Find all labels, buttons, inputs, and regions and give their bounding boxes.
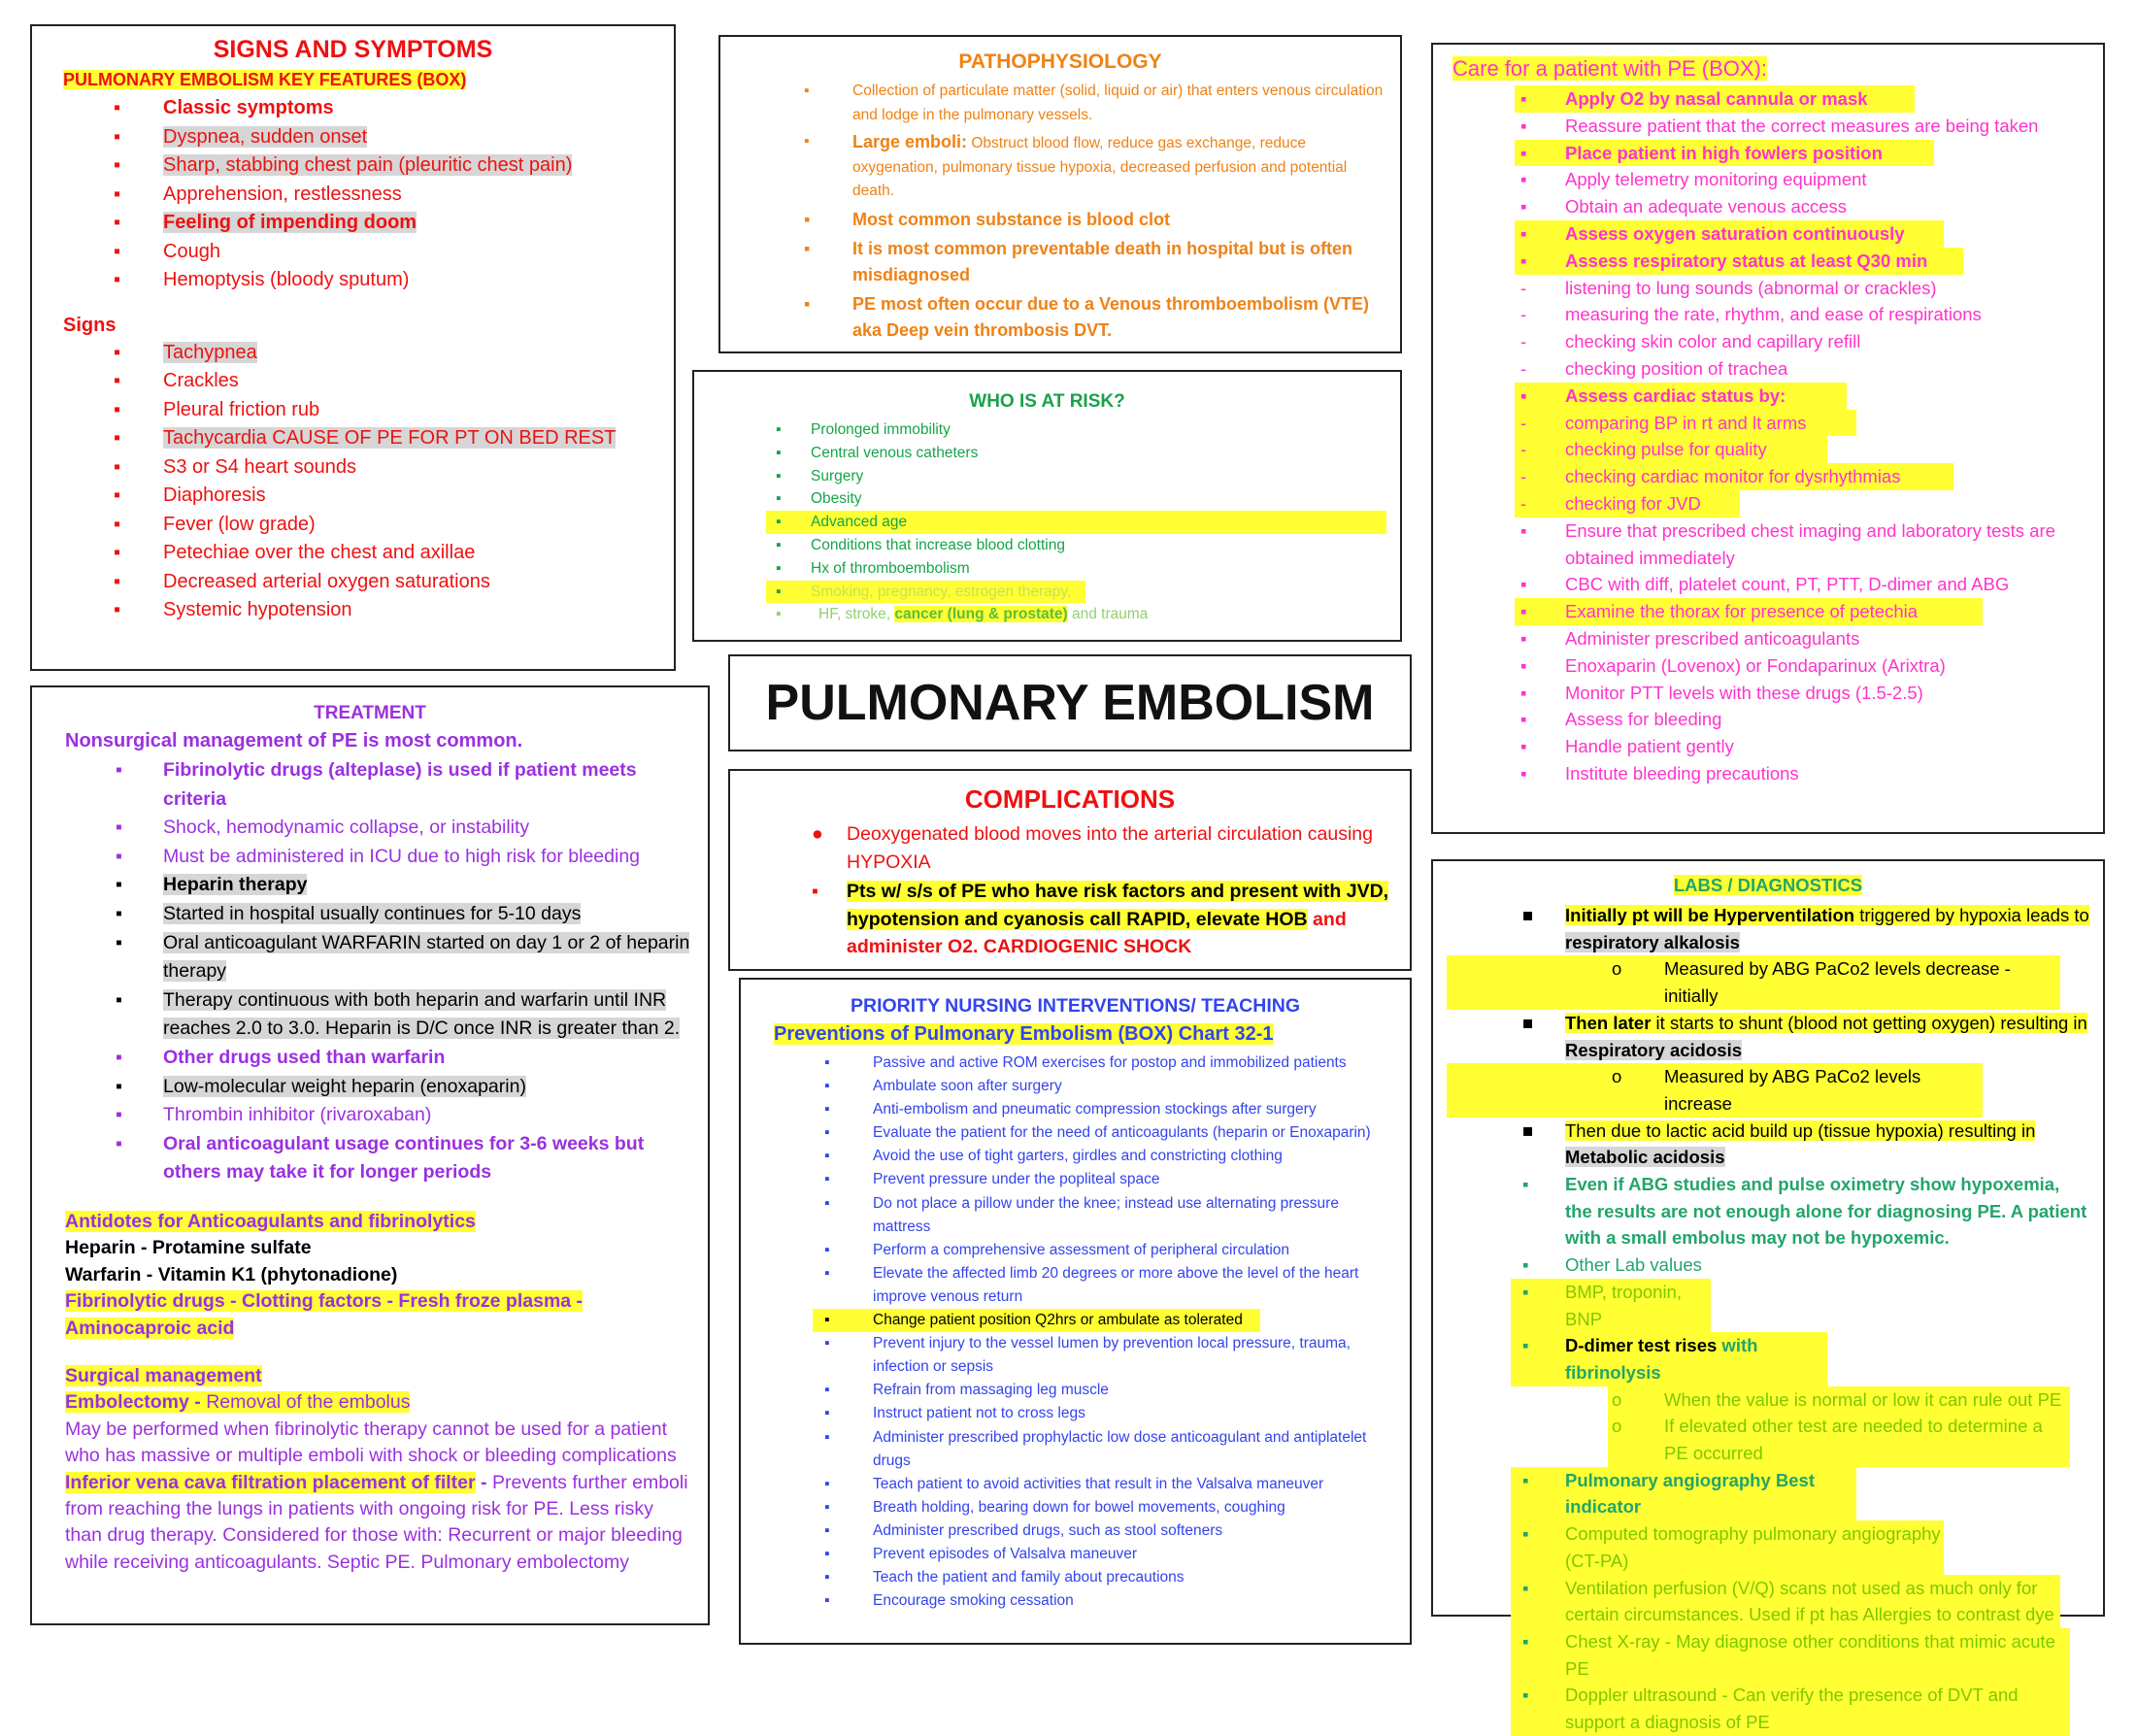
list-item: ▪ Administer prescribed prophylactic low dose anticoagulant and antiplatelet drugs <box>824 1428 1367 1469</box>
priority-list <box>754 1052 1396 1613</box>
list-item: ▪ Refrain from massaging leg muscle <box>824 1382 1109 1399</box>
priority-title: PRIORITY NURSING INTERVENTIONS/ TEACHING <box>851 995 1300 1017</box>
list-item: ▪ Do not place a pillow under the knee; instead use alternating pressure mattress <box>824 1194 1339 1235</box>
embolectomy-label: Embolectomy - <box>65 1391 207 1414</box>
list-item: ▪ Smoking, pregnancy, estrogen therapy, <box>766 581 1085 604</box>
list-item: o When the value is normal or low it can rule out PE <box>1608 1386 2070 1414</box>
list-item: ▪ Pleural friction rub <box>114 398 320 420</box>
care-list <box>1447 85 2089 787</box>
list-item: ▪ Assess respiratory status at least Q30 min <box>1515 248 1963 275</box>
list-item: ▪ D-dimer test rises with fibrinolysis <box>1511 1332 1827 1385</box>
list-item: ▪ Breath holding, bearing down for bowel movements, coughing <box>824 1498 1285 1516</box>
surgical-title: Surgical management <box>65 1364 262 1386</box>
antidote-fibrinolytic: Fibrinolytic drugs - Clotting factors - Fresh froze plasma - Aminocaproic acid <box>65 1290 584 1339</box>
list-item: ▪ Thrombin inhibitor (rivaroxaban) <box>116 1104 432 1126</box>
signs-list <box>46 339 660 625</box>
list-item: ▪ Reassure patient that the correct measures are being taken <box>1520 115 2039 136</box>
embolectomy-text: Removal of the embolus <box>206 1391 411 1414</box>
signs-title: SIGNS AND SYMPTOMS <box>213 36 493 63</box>
list-item: ▪ It is most common preventable death in hospital but is often misdiagnosed <box>804 238 1353 284</box>
list-item: ■ Then later it starts to shunt (blood not getting oxygen) resulting in Respiratory acidosis <box>1522 1012 2087 1060</box>
antidotes-title: Antidotes for Anticoagulants and fibrinolytics <box>65 1210 476 1232</box>
list-item: ▪ Examine the thorax for presence of petechia <box>1515 598 1983 625</box>
signs-heading: Signs <box>63 314 117 336</box>
list-item: ▪ Avoid the use of tight garters, girdles and constricting clothing <box>824 1148 1283 1165</box>
list-item: - checking skin color and capillary refill <box>1520 331 1861 352</box>
list-item: ▪ Obesity <box>776 490 862 508</box>
list-item: ▪ Must be administered in ICU due to high risk for bleeding <box>116 845 641 867</box>
risk-box <box>692 370 1402 642</box>
complications-title: COMPLICATIONS <box>964 785 1176 814</box>
list-item: ▪ Even if ABG studies and pulse oximetry show hypoxemia, the results are not enough alone for diagnosing PE. A patient with a small embolus may not be hypoxemic. <box>1522 1174 2087 1249</box>
list-item: - checking cardiac monitor for dysrhythmias <box>1515 463 1953 490</box>
list-item: ▪ Assess cardiac status by: <box>1515 383 1847 410</box>
pathophysiology-box <box>718 35 1402 353</box>
priority-heading: Preventions of Pulmonary Embolism (BOX) Chart 32-1 <box>774 1023 1274 1045</box>
care-title: Care for a patient with PE (BOX): <box>1452 56 1768 81</box>
treatment-title: TREATMENT <box>314 703 426 723</box>
symptoms-list <box>46 94 660 295</box>
list-item: ▪ Assess oxygen saturation continuously <box>1515 220 1944 248</box>
list-item: ▪ Place patient in high fowlers position <box>1515 140 1934 167</box>
list-item: ▪ Collection of particulate matter (solid, liquid or air) that enters venous circulation and lodge in the pulmonary vessels. <box>804 83 1384 123</box>
list-item: ▪ Pts w/ s/s of PE who have risk factors and present with JVD, hypotension and cyanosis call RAPID, elevate HOB and administer O2. CARDIOGENIC SHOCK <box>812 881 1389 957</box>
list-item: ▪ Teach patient to avoid activities that result in the Valsalva maneuver <box>824 1475 1324 1492</box>
list-item: ■ Initially pt will be Hyperventilation triggered by hypoxia leads to respiratory alkalosis <box>1522 905 2089 952</box>
list-item: ▪ Ensure that prescribed chest imaging and laboratory tests are obtained immediately <box>1520 519 2055 568</box>
list-item: ▪ Teach the patient and family about precautions <box>824 1569 1185 1586</box>
list-item: ▪ Assess for bleeding <box>1520 709 1722 730</box>
list-item: ▪ Anti-embolism and pneumatic compression stockings after surgery <box>824 1101 1317 1118</box>
list-item: ▪ Classic symptoms <box>114 97 334 118</box>
list-item: ▪ Diaphoresis <box>114 484 266 506</box>
list-item: o Measured by ABG PaCo2 levels decrease - initially <box>1447 955 2060 1009</box>
ivc-label: Inferior vena cava filtration placement of filter <box>65 1471 476 1493</box>
labs-list <box>1447 902 2089 1736</box>
list-item: ▪ Decreased arterial oxygen saturations <box>114 570 490 592</box>
list-item: ▪ Petechiae over the chest and axillae <box>114 542 476 563</box>
main-title-box <box>728 654 1412 751</box>
ivc-text: Prevents further emboli from reaching the lungs in patients with ongoing risk for PE. Less risky than drug therapy. Considered for those with: Recurrent or major bleeding while receiving anticoagulants. Septic PE. Pulmonary embolectomy <box>65 1471 688 1573</box>
list-item: ▪ Central venous catheters <box>776 444 979 461</box>
list-item: ▪ Therapy continuous with both heparin and warfarin until INR reaches 2.0 to 3.0. Heparin is D/C once INR is greater than 2. <box>116 988 681 1040</box>
list-item: ▪ Elevate the affected limb 20 degrees or more above the level of the heart improve venous return <box>824 1264 1359 1305</box>
list-item: ▪ Apprehension, restlessness <box>114 183 402 205</box>
care-box <box>1431 43 2105 834</box>
list-item: ▪ Large emboli: Obstruct blood flow, reduce gas exchange, reduce oxygenation, pulmonary tissue hypoxia, decreased perfusion and potential death. <box>804 132 1348 199</box>
list-item: ▪ Systemic hypotension <box>114 599 352 620</box>
list-item: ▪ CBC with diff, platelet count, PT, PTT, D-dimer and ABG <box>1520 574 2010 595</box>
list-item: ▪ Hemoptysis (bloody sputum) <box>114 269 410 290</box>
list-item: ▪ Apply telemetry monitoring equipment <box>1520 169 1867 190</box>
list-item: ▪ Evaluate the patient for the need of anticoagulants (heparin or Enoxaparin) <box>824 1124 1371 1142</box>
list-item: ▪ Other Lab values <box>1522 1254 1702 1276</box>
treatment-list <box>46 756 694 1187</box>
list-item: ▪ Started in hospital usually continues for 5-10 days <box>116 902 582 924</box>
list-item: ● Deoxygenated blood moves into the arterial circulation causing HYPOXIA <box>812 823 1373 873</box>
labs-box <box>1431 859 2105 1733</box>
list-item: ▪ Prevent injury to the vessel lumen by prevention local pressure, trauma, infection or sepsis <box>824 1335 1351 1376</box>
list-item: ▪ Oral anticoagulant usage continues for 3-6 weeks but others may take it for longer periods <box>116 1132 645 1184</box>
list-item: ▪ Computed tomography pulmonary angiography (CT-PA) <box>1511 1520 1944 1574</box>
labs-title: LABS / DIAGNOSTICS <box>1673 875 1863 895</box>
list-item: - checking pulse for quality <box>1515 436 1827 463</box>
risk-title: WHO IS AT RISK? <box>969 391 1125 412</box>
antidote-heparin: Heparin - Protamine sulfate <box>65 1237 312 1259</box>
list-item: - checking for JVD <box>1515 490 1740 517</box>
list-item: ▪ Encourage smoking cessation <box>824 1592 1074 1610</box>
list-item: ■ Then due to lactic acid build up (tissue hypoxia) resulting in Metabolic acidosis <box>1522 1119 2036 1168</box>
list-item: ▪ Cough <box>114 240 220 262</box>
list-item: ▪ Conditions that increase blood clotting <box>776 536 1065 553</box>
list-item: ▪ Shock, hemodynamic collapse, or instability <box>116 817 530 839</box>
list-item: ▪ Apply O2 by nasal cannula or mask <box>1515 85 1915 113</box>
list-item: ▪ S3 or S4 heart sounds <box>114 455 357 478</box>
patho-list <box>734 80 1386 344</box>
list-item: ▪ Surgery <box>776 467 864 484</box>
list-item: ▪ Enoxaparin (Lovenox) or Fondaparinux (Arixtra) <box>1520 654 1946 676</box>
priority-box <box>739 978 1412 1645</box>
list-item: ▪ BMP, troponin, BNP <box>1511 1279 1711 1332</box>
list-item: ▪ Fever (low grade) <box>114 513 316 535</box>
list-item: ▪ Heparin therapy <box>116 874 308 896</box>
list-item: ▪ Doppler ultrasound - Can verify the presence of DVT and support a diagnosis of PE <box>1511 1682 2070 1735</box>
list-item: ▪ Sharp, stabbing chest pain (pleuritic chest pain) <box>114 154 573 176</box>
list-item: ▪ Most common substance is blood clot <box>804 209 1171 229</box>
treatment-box: TREATMENT Nonsurgical management of PE is most common. ▪ Fibrinolytic drugs (alteplase) is used if patient meets criteria ▪ Shock, hemodynamic collapse, or instability ▪ Must be administered in ICU due to high risk for bleeding ▪ Heparin therapy ▪ Started in hospital usually continues for 5-10 days ▪ Oral anticoagulant WARFARIN started on day 1 or 2 of heparin therapy ▪ Therapy continuous with both heparin and warfarin until INR reaches 2.0 to 3.0. Heparin is D/C once INR is greater than 2. ▪ Other drugs used than warfarin ▪ Low-molecular weight heparin (enoxaparin) ▪ Thrombin inhibitor (rivaroxaban) ▪ Oral anticoagulant usage continues for 3-6 weeks but others may take it for longer periods Antidotes for Anticoagulants and fibrinolytics Heparin - Protamine sulfate Warfarin - Vitamin K1 (phytonadione) Fibrinolytic drugs - Clotting factors - Fresh froze plasma - Aminocaproic acid Surgical management Embolectomy - Removal of the embolus May be performed when fibrinolytic therapy cannot be used for a patient who has massive or multiple emboli with shock or bleeding complications Inferior vena cava filtration placement of filter - Prevents further emboli from reaching the lungs in patients with ongoing risk for PE. Less risky than drug therapy. Considered for those with: Recurrent or major bleeding while receiving anticoagulants. Septic PE. Pulmonary embolectomy <box>30 685 710 1625</box>
key-features-label: PULMONARY EMBOLISM KEY FEATURES (BOX) <box>63 70 467 89</box>
signs-symptoms-box <box>30 24 676 671</box>
list-item: ▪ Perform a comprehensive assessment of peripheral circulation <box>824 1241 1290 1258</box>
list-item: ▪ Low-molecular weight heparin (enoxaparin) <box>116 1075 526 1097</box>
list-item: ▪ Pulmonary angiography Best indicator <box>1511 1467 1856 1520</box>
list-item: ▪ Dyspnea, sudden onset <box>114 125 368 148</box>
list-item: ▪ Passive and active ROM exercises for postop and immobilized patients <box>824 1054 1347 1071</box>
list-item: - listening to lung sounds (abnormal or crackles) <box>1520 277 1937 298</box>
list-item: - comparing BP in rt and lt arms <box>1515 410 1856 437</box>
list-item: ▪ Advanced age <box>766 511 1386 534</box>
list-item: ▪ Prolonged immobility <box>776 421 951 438</box>
list-item: ▪ Administer prescribed anticoagulants <box>1520 627 1860 649</box>
page-title: PULMONARY EMBOLISM <box>765 675 1375 731</box>
list-item: ▪ Change patient position Q2hrs or ambulate as tolerated <box>813 1309 1260 1332</box>
complications-box <box>728 769 1412 971</box>
list-item: ▪ Handle patient gently <box>1520 736 1734 757</box>
list-item: ▪ Oral anticoagulant WARFARIN started on day 1 or 2 of heparin therapy <box>116 931 690 983</box>
list-item: ▪ Other drugs used than warfarin <box>116 1046 446 1068</box>
list-item: ▪ Hx of thromboembolism <box>776 559 970 577</box>
patho-title: PATHOPHYSIOLOGY <box>958 50 1162 73</box>
list-item: ▪ Prevent pressure under the popliteal space <box>824 1171 1160 1188</box>
list-item: - checking position of trachea <box>1520 357 1788 379</box>
list-item: ▪ Obtain an adequate venous access <box>1520 196 1848 217</box>
list-item: ▪ Tachypnea <box>114 341 257 363</box>
complications-list <box>744 820 1396 961</box>
list-item: ▪ HF, stroke, cancer (lung & prostate) and trauma <box>776 606 1149 623</box>
risk-list <box>708 418 1386 626</box>
list-item: - measuring the rate, rhythm, and ease of respirations <box>1520 304 1982 325</box>
list-item: ▪ PE most often occur due to a Venous thromboembolism (VTE) aka Deep vein thrombosis DVT. <box>804 293 1370 340</box>
list-item: ▪ Administer prescribed drugs, such as stool softeners <box>824 1521 1223 1539</box>
list-item: ▪ Fibrinolytic drugs (alteplase) is used if patient meets criteria <box>116 759 637 810</box>
list-item: ▪ Chest X-ray - May diagnose other conditions that mimic acute PE <box>1511 1628 2070 1682</box>
list-item: ▪ Tachycardia CAUSE OF PE FOR PT ON BED REST <box>114 427 617 449</box>
list-item: ▪ Crackles <box>114 370 239 391</box>
list-item: o If elevated other test are needed to determine a PE occurred <box>1608 1413 2070 1466</box>
list-item: ▪ Monitor PTT levels with these drugs (1.5-2.5) <box>1520 682 1923 703</box>
treatment-intro: Nonsurgical management of PE is most common. <box>65 730 523 751</box>
list-item: ▪ Instruct patient not to cross legs <box>824 1405 1085 1422</box>
list-item: ▪ Institute bleeding precautions <box>1520 762 1799 784</box>
list-item: ▪ Ambulate soon after surgery <box>824 1078 1062 1095</box>
list-item: o Measured by ABG PaCo2 levels increase <box>1447 1063 1983 1117</box>
antidote-warfarin: Warfarin - Vitamin K1 (phytonadione) <box>65 1263 398 1285</box>
embolectomy-desc: May be performed when fibrinolytic therapy cannot be used for a patient who has massive or multiple emboli with shock or bleeding complications <box>65 1418 677 1467</box>
list-item: ▪ Ventilation perfusion (V/Q) scans not used as much only for certain circumstances. Used if pt has Allergies to contrast dye <box>1511 1575 2060 1628</box>
list-item: ▪ Feeling of impending doom <box>114 212 417 233</box>
list-item: ▪ Prevent episodes of Valsalva maneuver <box>824 1545 1137 1562</box>
